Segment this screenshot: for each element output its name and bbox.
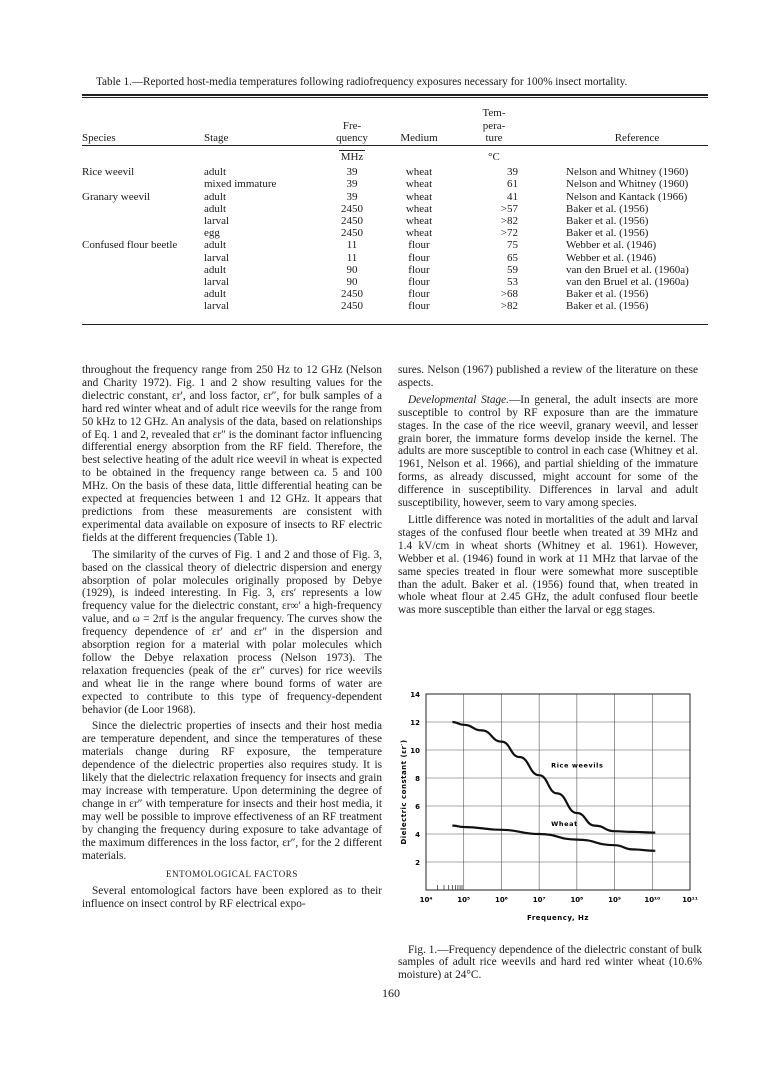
- section-heading: ENTOMOLOGICAL FACTORS: [165, 869, 299, 880]
- x-tick-label: 10⁷: [532, 896, 546, 904]
- y-tick-label: 12: [410, 719, 420, 727]
- table-cell-freq: 39: [346, 190, 358, 203]
- dielectric-chart: [396, 680, 716, 930]
- table-cell-freq: 39: [346, 166, 358, 179]
- table-cell-medium: wheat: [405, 215, 433, 228]
- subsection-lead: Developmental Stage.: [408, 393, 509, 406]
- table-row: [82, 191, 708, 203]
- table-cell-stage: adult: [204, 166, 226, 179]
- table-cell-freq: 2450: [341, 288, 363, 301]
- table-cell-medium: flour: [408, 276, 430, 289]
- table-cell-temp: >82: [500, 215, 518, 228]
- mortality-table: [82, 100, 708, 313]
- body-paragraph: throughout the frequency range from 250 Hz to 12 GHz (Nelson and Charity 1972). Fig. 1 and 2 show resulting values for the dielectric constant, εr′, and loss factor, εr″, for bulk samples of a hard red winter wheat and of adult rice weevils for the range from 50 kHz to 12 GHz. An analysis of the data, based on relationships of Eq. 1 and 2, revealed that εr″ is the dominant factor influencing differential energy absorption from the RF field. Therefore, the best selective heating of the adult rice weevil in wheat is expected to be obtained in the frequency range between ca. 5 and 100 MHz. On the basis of these data, little differential heating can be expected at frequencies between 1 and 12 GHz. It appears that predictions from these measurements are consistent with experimental data available on exposure of insects to RF electric fields at the different frequencies (Table 1).: [82, 364, 382, 544]
- table-cell-freq: 2450: [341, 215, 363, 228]
- table-cell-species: [82, 215, 204, 227]
- table-cell-species: Confused flour beetle: [82, 239, 178, 252]
- right-column: [398, 364, 698, 617]
- y-tick-label: 14: [410, 691, 420, 699]
- y-tick-label: 8: [415, 775, 420, 783]
- table-cell-stage: larval: [204, 251, 230, 264]
- table-cell-stage: adult: [204, 202, 226, 215]
- table-cell-stage: adult: [204, 263, 226, 276]
- table-cell-ref: Baker et al. (1956): [566, 288, 649, 301]
- table-row: [82, 264, 708, 276]
- x-tick-label: 10⁸: [570, 896, 584, 904]
- table-cell-temp: >72: [500, 227, 518, 240]
- series-label: Wheat: [551, 820, 578, 828]
- table-cell-medium: wheat: [405, 178, 433, 191]
- body-paragraph: Since the dielectric properties of insects and their host media are temperature dependent, and since the temperatures of these materials change during RF exposure, the temperature dependence of the dielectric properties also requires study. It is likely that the dielectric relaxation frequency for insects and grain may increase with temperature. Upon determining the degree of change in εr″ with temperature for insects and their host media, it may well be possible to improve effectiveness of an RF treatment by changing the frequency during exposure to take advantage of the maximum differences in the loss factor, εr″, for the 2 different materials.: [82, 720, 382, 862]
- table-cell-stage: egg: [204, 227, 220, 240]
- y-axis-label: Dielectric constant (εr′): [400, 739, 408, 845]
- table-cell-medium: flour: [408, 288, 430, 301]
- body-paragraph: The similarity of the curves of Fig. 1 and 2 and those of Fig. 3, based on the classical theory of dielectric dispersion and energy absorption of polar molecules originally proposed by Debye (1929), is indeed interesting. In Fig. 3, εrs′ represents a low frequency value for the dielectric constant, εr∞′ a high-frequency value, and ω = 2πf is the angular frequency. The curves show the frequency dependence of εr′ and εr″ in the dispersion and absorption region for a material with polar molecules which follow the Debye relaxation process (Nelson 1973). The relaxation frequencies (peak of the εr″ curves) for rice weevils and wheat lie in the range where bound forms of water are expected to contribute to this type of frequency-dependent behavior (de Loor 1968).: [82, 548, 382, 716]
- table-cell-temp: 41: [507, 190, 518, 203]
- table-cell-temp: 65: [507, 251, 518, 264]
- table-caption: Table 1.—Reported host-media temperatures following radiofrequency exposures necessary for 100% insect mortality.: [96, 76, 628, 88]
- x-tick-label: 10¹¹: [682, 896, 698, 904]
- table-cell-temp: 39: [507, 166, 518, 179]
- x-tick-label: 10⁵: [457, 896, 471, 904]
- table-cell-stage: adult: [204, 190, 226, 203]
- table-cell-temp: 59: [507, 263, 518, 276]
- table-cell-freq: 90: [346, 276, 358, 289]
- body-paragraph: Several entomological factors have been explored as to their influence on insect control by RF electrical expo-: [82, 885, 382, 911]
- table-cell-ref: van den Bruel et al. (1960a): [566, 263, 689, 276]
- y-tick-label: 4: [415, 831, 420, 839]
- table-cell-species: Granary weevil: [82, 190, 151, 203]
- table-cell-species: Rice weevil: [82, 166, 135, 179]
- col-header-species: Species: [82, 131, 116, 144]
- table-cell-freq: 2450: [341, 202, 363, 215]
- subsection-text: —In general, the adult insects are more susceptible to control by RF exposure than are the immature stages. In the case of the rice weevil, granary weevil, and lesser grain borer, the immature forms develop inside the kernel. The adults are more susceptible to control in each case (Whitney et al. 1961, Nelson et al. 1966), and partial shielding of the immature forms, as already discussed, might account for some of the difference in susceptibility. Differences in larval and adult susceptibility, however, seem to vary among species.: [398, 393, 698, 510]
- table-cell-stage: larval: [204, 215, 230, 228]
- table-cell-medium: flour: [408, 263, 430, 276]
- table-cell-species: [82, 203, 204, 215]
- table-cell-stage: larval: [204, 300, 230, 313]
- table-cell-ref: Baker et al. (1956): [566, 227, 649, 240]
- table-cell-medium: flour: [408, 300, 430, 313]
- table-cell-ref: Baker et al. (1956): [566, 215, 649, 228]
- table-cell-species: [82, 300, 204, 312]
- table-cell-species: [82, 276, 204, 288]
- table-bottom-rule: [82, 324, 708, 325]
- table-cell-medium: flour: [408, 239, 430, 252]
- table-row: [82, 215, 708, 227]
- table-row: [82, 227, 708, 239]
- table-cell-temp: >68: [500, 288, 518, 301]
- table-cell-medium: flour: [408, 251, 430, 264]
- series-label: Rice weevils: [551, 761, 604, 770]
- table-row: [82, 203, 708, 215]
- body-paragraph: [398, 394, 698, 510]
- x-tick-label: 10¹⁰: [644, 896, 661, 904]
- table-cell-species: [82, 252, 204, 264]
- table-cell-temp: 75: [507, 239, 518, 252]
- table-cell-ref: Nelson and Kantack (1966): [566, 190, 688, 203]
- table-row: [82, 288, 708, 300]
- table-cell-species: [82, 227, 204, 239]
- table-cell-freq: 11: [346, 251, 358, 264]
- table-cell-freq: 39: [346, 178, 358, 191]
- table-cell-freq: 2450: [341, 300, 363, 313]
- table-cell-ref: van den Bruel et al. (1960a): [566, 276, 689, 289]
- table-cell-medium: wheat: [405, 202, 433, 215]
- table-cell-ref: Baker et al. (1956): [566, 202, 649, 215]
- plot-frame: [426, 694, 690, 890]
- figure-1: [396, 680, 716, 930]
- x-tick-label: 10⁹: [608, 896, 621, 904]
- table-cell-ref: Webber et al. (1946): [566, 251, 657, 264]
- table-cell-freq: 90: [346, 263, 358, 276]
- table-cell-freq: 2450: [341, 227, 363, 240]
- unit-frequency: MHz: [340, 151, 364, 163]
- table-cell-species: [82, 288, 204, 300]
- table-row: [82, 239, 708, 251]
- series-line-wheat: [452, 826, 655, 851]
- left-column: [82, 364, 382, 911]
- table-row: [82, 166, 708, 178]
- col-header-medium: Medium: [400, 131, 438, 144]
- figure-caption: Fig. 1.—Frequency dependence of the dielectric constant of bulk samples of adult rice weevils and hard red winter wheat (10.6% moisture) at 24°C.: [398, 944, 702, 981]
- table-cell-species: [82, 178, 204, 190]
- table-row: [82, 300, 708, 312]
- table-row: [82, 276, 708, 288]
- table-cell-stage: larval: [204, 276, 230, 289]
- table-cell-ref: Webber et al. (1946): [566, 239, 657, 252]
- table-cell-temp: >82: [500, 300, 518, 313]
- table-cell-medium: wheat: [405, 166, 433, 179]
- table-header-rule: [82, 145, 708, 146]
- x-tick-label: 10⁶: [495, 896, 508, 904]
- col-header-reference: Reference: [614, 131, 660, 144]
- table-row: [82, 178, 708, 190]
- table-top-rule-thin: [82, 97, 708, 98]
- col-header-temperature: Tem- pera- ture: [482, 107, 506, 144]
- table-cell-stage: adult: [204, 239, 226, 252]
- table-top-rule: [82, 94, 708, 96]
- x-axis-label: Frequency, Hz: [527, 914, 589, 922]
- col-header-stage: Stage: [204, 131, 229, 144]
- table-cell-temp: 61: [507, 178, 518, 191]
- table-cell-stage: mixed immature: [204, 178, 277, 191]
- y-tick-label: 2: [415, 859, 420, 867]
- unit-temperature: °C: [488, 151, 500, 163]
- table-cell-medium: wheat: [405, 227, 433, 240]
- body-paragraph: sures. Nelson (1967) published a review of the literature on these aspects.: [398, 364, 698, 389]
- table-cell-freq: 11: [346, 239, 358, 252]
- col-header-frequency: Fre- quency: [336, 119, 368, 144]
- x-tick-label: 10⁴: [419, 896, 433, 904]
- table-cell-temp: 53: [507, 276, 518, 289]
- page-number: 160: [382, 986, 400, 1000]
- y-tick-label: 6: [415, 803, 420, 811]
- table-cell-stage: adult: [204, 288, 226, 301]
- table-cell-temp: >57: [500, 202, 518, 215]
- y-tick-label: 10: [410, 747, 420, 755]
- table-cell-species: [82, 264, 204, 276]
- body-paragraph: Little difference was noted in mortalities of the adult and larval stages of the confused flour beetle when treated at 39 MHz and 1.4 kV/cm in wheat shorts (Whitney et al. 1961). However, Webber et al. (1946) found in work at 11 MHz that larvae of the same species treated in flour were somewhat more susceptible than the adult. Baker et al. (1956) found that, when treated in whole wheat flour at 2.45 GHz, the adult confused flour beetle was more susceptible than either the larval or egg stages.: [398, 513, 698, 617]
- table-row: [82, 252, 708, 264]
- table-cell-ref: Nelson and Whitney (1960): [566, 166, 689, 179]
- table-cell-medium: wheat: [405, 190, 433, 203]
- series-line-rice-weevils: [452, 722, 655, 833]
- table-cell-ref: Baker et al. (1956): [566, 300, 649, 313]
- table-cell-ref: Nelson and Whitney (1960): [566, 178, 689, 191]
